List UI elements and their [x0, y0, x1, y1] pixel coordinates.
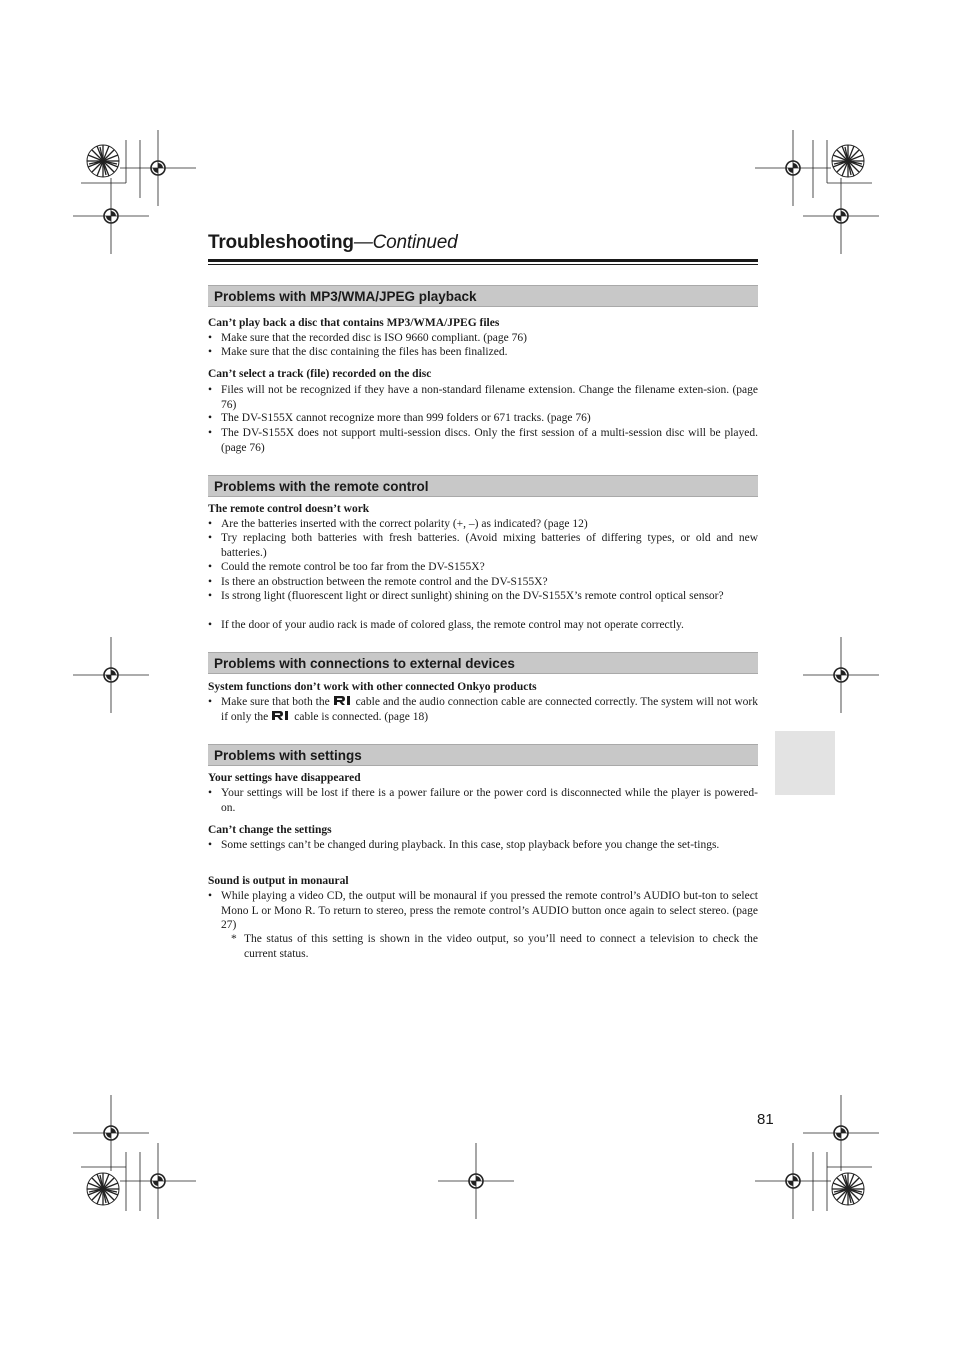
- list-item: • Could the remote control be too far from the DV-S155X?: [208, 561, 485, 573]
- footnote: * The status of this setting is shown in the video output, so you’ll need to connect a television to check the current status.: [231, 933, 758, 960]
- list-item: • Make sure that the recorded disc is ISO 9660 compliant. (page 76): [208, 332, 527, 344]
- list-item: • Files will not be recognized if they have a non-standard filename extension. Change the filename exten-sion. (page 76): [208, 384, 758, 411]
- list-item: • While playing a video CD, the output will be monaural if you pressed the remote control’s AUDIO but-ton to select Mono L or Mono R. To return to stereo, press the remote control’s AUDIO button once again to select stereo. (page 27): [208, 890, 758, 931]
- title-rule: [208, 259, 758, 262]
- problem-heading: Sound is output in monaural: [208, 875, 349, 887]
- page-title-continued: —Continued: [353, 232, 458, 253]
- problem-heading: Can’t play back a disc that contains MP3/WMA/JPEG files: [208, 317, 500, 329]
- list-item: • The DV-S155X cannot recognize more than 999 folders or 671 tracks. (page 76): [208, 412, 591, 424]
- list-item: • Is strong light (fluorescent light or direct sunlight) shining on the DV-S155X’s remote control optical sensor?: [208, 590, 724, 602]
- title-rule-thin: [208, 264, 758, 265]
- section-header-mp3: Problems with MP3/WMA/JPEG playback: [208, 285, 758, 307]
- section-header-connections: Problems with connections to external devices: [208, 652, 758, 674]
- ri-logo-icon: [271, 710, 291, 721]
- list-item: • Try replacing both batteries with fresh batteries. (Avoid mixing batteries of differing types, or old and new batteries.): [208, 532, 758, 559]
- list-item: • Some settings can’t be changed during playback. In this case, stop playback before you change the set-tings.: [208, 839, 720, 851]
- list-item: • The DV-S155X does not support multi-session discs. Only the first session of a multi-session disc will be played. (page 76): [208, 427, 758, 454]
- list-item: • Make sure that both the cable and the audio connection cable are connected correctly. The system will not work if only the cable is connected. (page 18): [208, 696, 758, 723]
- list-item: • Are the batteries inserted with the correct polarity (+, –) as indicated? (page 12): [208, 518, 588, 530]
- section-header-settings: Problems with settings: [208, 744, 758, 766]
- problem-heading: Your settings have disappeared: [208, 772, 361, 784]
- problem-heading: System functions don’t work with other connected Onkyo products: [208, 681, 537, 693]
- list-item: • Make sure that the disc containing the files has been finalized.: [208, 346, 508, 358]
- problem-heading: The remote control doesn’t work: [208, 503, 370, 515]
- problem-heading: Can’t select a track (file) recorded on the disc: [208, 368, 432, 380]
- page-title-main: Troubleshooting: [208, 232, 354, 253]
- list-item: • Is there an obstruction between the remote control and the DV-S155X?: [208, 576, 548, 588]
- ri-logo-icon: [333, 695, 353, 706]
- side-tab: [775, 731, 835, 795]
- list-item: • If the door of your audio rack is made of colored glass, the remote control may not operate correctly.: [208, 619, 684, 631]
- problem-heading: Can’t change the settings: [208, 824, 332, 836]
- page-number: 81: [757, 1111, 774, 1128]
- page-title: [208, 232, 457, 254]
- list-item: • Your settings will be lost if there is a power failure or the power cord is disconnected while the player is powered-on.: [208, 787, 758, 814]
- section-header-remote: Problems with the remote control: [208, 475, 758, 497]
